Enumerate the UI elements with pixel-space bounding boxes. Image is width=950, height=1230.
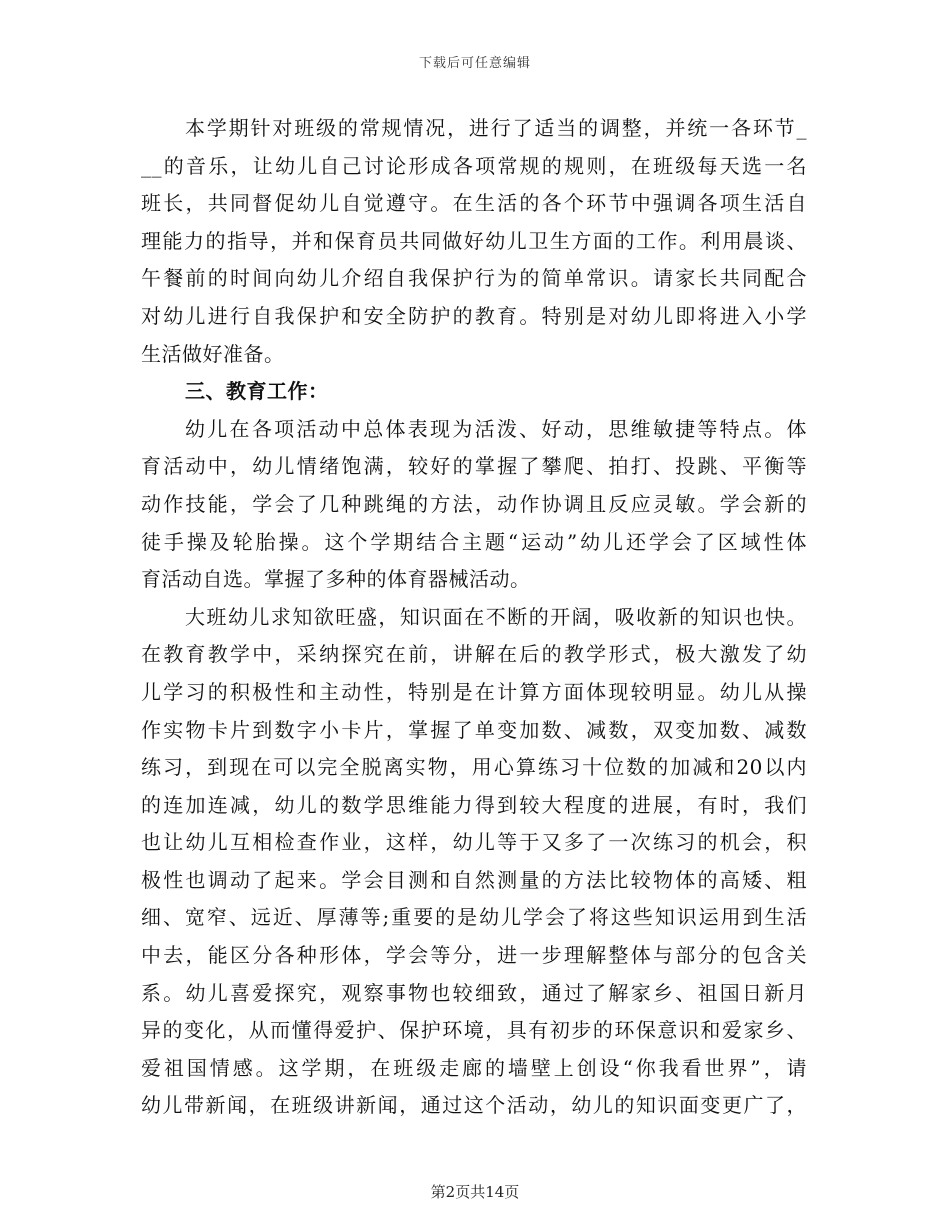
text-line: 中去，能区分各种形体，学会等分，进一步理解整体与部分的包含关	[141, 943, 807, 968]
text-line: 幼儿带新闻，在班级讲新闻，通过这个活动，幼儿的知识面变更广了，	[141, 1093, 807, 1118]
text-line: 异的变化，从而懂得爱护、保护环境，具有初步的环保意识和爱家乡、	[141, 1018, 807, 1043]
text-line: 极性也调动了起来。学会目测和自然测量的方法比较物体的高矮、粗	[141, 867, 807, 892]
text-line: 也让幼儿互相检查作业，这样，幼儿等于又多了一次练习的机会，积	[141, 830, 807, 855]
text-line: 午餐前的时间向幼儿介绍自我保护行为的简单常识。请家长共同配合	[141, 266, 807, 291]
text-line: 对幼儿进行自我保护和安全防护的教育。特别是对幼儿即将进入小学	[141, 303, 807, 328]
text-line: 育活动自选。掌握了多种的体育器械活动。	[141, 567, 531, 592]
text-line: 作实物卡片到数字小卡片，掌握了单变加数、减数，双变加数、减数	[141, 717, 807, 742]
text-line: 动作技能，学会了几种跳绳的方法，动作协调且反应灵敏。学会新的	[141, 491, 807, 516]
paragraph	[141, 110, 807, 373]
text-line: 爱祖国情感。这学期，在班级走廊的墙壁上创设“你我看世界”，请	[141, 1055, 807, 1080]
document-body	[141, 110, 807, 1125]
paragraph	[141, 599, 807, 1125]
text-line: 细、宽窄、远近、厚薄等;重要的是幼儿学会了将这些知识运用到生活	[141, 905, 807, 930]
text-line: 育活动中，幼儿情绪饱满，较好的掌握了攀爬、拍打、投跳、平衡等	[141, 454, 807, 479]
section-heading: 三、教育工作：	[185, 379, 329, 404]
text-line: 生活做好准备。	[141, 341, 285, 366]
paragraph	[141, 411, 807, 599]
text-line: 理能力的指导，并和保育员共同做好幼儿卫生方面的工作。利用晨谈、	[141, 228, 807, 253]
page-header: 下载后可任意编辑	[418, 56, 531, 71]
text-line: 大班幼儿求知欲旺盛，知识面在不断的开阔，吸收新的知识也快。	[185, 604, 807, 629]
text-line: 的连加连减，幼儿的数学思维能力得到较大程度的进展，有时，我们	[141, 792, 807, 817]
text-line: 儿学习的积极性和主动性，特别是在计算方面体现较明显。幼儿从操	[141, 679, 807, 704]
page-number: 第2页共14页	[430, 1183, 520, 1201]
text-line: 徒手操及轮胎操。这个学期结合主题“运动”幼儿还学会了区域性体	[141, 529, 807, 554]
text-line: 练习，到现在可以完全脱离实物，用心算练习十位数的加减和20以内	[141, 755, 807, 780]
text-line: 幼儿在各项活动中总体表现为活泼、好动，思维敏捷等特点。体	[185, 416, 807, 441]
text-line: 班长，共同督促幼儿自觉遵守。在生活的各个环节中强调各项生活自	[141, 191, 807, 216]
text-line: 系。幼儿喜爱探究，观察事物也较细致，通过了解家乡、祖国日新月	[141, 980, 807, 1005]
text-line: __的音乐，让幼儿自己讨论形成各项常规的规则，在班级每天选一名	[141, 153, 807, 178]
text-line: 在教育教学中，采纳探究在前，讲解在后的教学形式，极大激发了幼	[141, 642, 807, 667]
text-line: 本学期针对班级的常规情况，进行了适当的调整，并统一各环节_	[185, 116, 807, 140]
